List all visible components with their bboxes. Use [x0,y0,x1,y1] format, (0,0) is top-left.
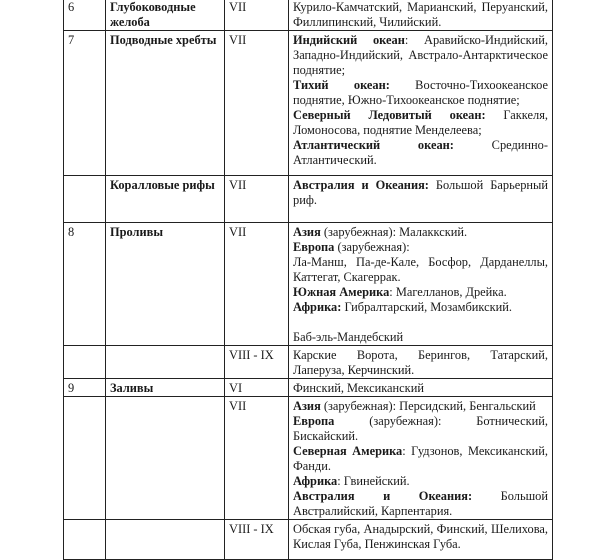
region-items: Финский, Мексиканский [293,381,424,395]
table-row [64,223,553,346]
list-paragraph [293,381,548,396]
object-list [289,397,553,520]
region-items: Восточно-Тихоокеанское поднятие, Южно-Тихоокеанское поднятие; [293,78,548,107]
object-list [289,520,553,560]
row-number: 6 [64,0,106,31]
region-label: Индийский океан [293,33,405,47]
grade: VIII - IX [225,520,289,560]
region-items: Большой Барьерный риф. [293,178,548,207]
object-list [289,176,553,223]
grade: VI [225,379,289,397]
list-paragraph [293,108,548,138]
grade: VII [225,31,289,176]
region-items: : Аравийско-Индийский, Западно-Индийский, Австрало-Антарктическое поднятие; [293,33,549,77]
list-paragraph [293,414,548,444]
list-paragraph [293,33,548,78]
object-type [106,346,225,379]
table-row [64,379,553,397]
region-items: Гаккеля, Ломоносова, поднятие Менделеева; [293,108,549,137]
grade: VII [225,223,289,346]
list-paragraph [293,0,548,30]
grade: VIII - IX [225,346,289,379]
object-list [289,379,553,397]
region-label: Австралия и Океания: [293,178,429,192]
list-paragraph [293,348,548,378]
object-type: Глубоководные желоба [106,0,225,31]
region-items: Баб-эль-Мандебский [293,330,404,344]
list-paragraph [293,330,548,345]
region-items: Обская губа, Анадырский, Финский, Шелихова, Кислая Губа, Пенжинская Губа. [293,522,548,551]
table-row [64,0,553,31]
region-label: Европа [293,240,335,254]
region-label: Южная Америка [293,285,390,299]
list-paragraph [293,78,548,108]
region-items: Ла-Манш, Па-де-Кале, Босфор, Дарданеллы, Каттегат, Скагеррак. [293,255,548,284]
list-paragraph [293,178,548,208]
grade: VII [225,0,289,31]
region-items: Карские Ворота, Берингов, Татарский, Лаперуза, Керчинский. [293,348,548,377]
table-row [64,346,553,379]
region-items: : Магелланов, Дрейка. [389,285,507,299]
region-items: (зарубежная): Ботнический, Бискайский. [293,414,548,443]
list-paragraph [293,444,548,474]
region-label: Европа [293,414,335,428]
object-list [289,346,553,379]
list-paragraph [293,300,548,315]
region-items: Большой Австралийский, Карпентария. [293,489,548,518]
region-items: : Гудзонов, Мексиканский, Фанди. [293,444,548,473]
list-paragraph [293,474,548,489]
object-type [106,397,225,520]
table-row [64,397,553,520]
region-label: Азия [293,399,321,413]
region-label: Северная Америка [293,444,403,458]
region-label: Азия [293,225,321,239]
region-items: Гибралтарский, Мозамбикский. [341,300,512,314]
row-number: 7 [64,31,106,176]
list-paragraph [293,399,548,414]
object-type: Заливы [106,379,225,397]
row-number [64,176,106,223]
region-items: Срединно-Атлантический. [293,138,548,167]
row-number [64,520,106,560]
row-number [64,397,106,520]
grade: VII [225,176,289,223]
region-label: Австралия и Океания: [293,489,473,503]
region-items: Курило-Камчатский, Марианский, Перуанский, Филлипинский, Чилийский. [293,0,548,29]
object-list [289,31,553,176]
list-paragraph [293,225,548,240]
table-row [64,31,553,176]
list-paragraph [293,240,548,255]
grade: VII [225,397,289,520]
row-number: 9 [64,379,106,397]
object-type: Коралловые рифы [106,176,225,223]
region-items: (зарубежная): Малаккский. [320,225,468,239]
table-row [64,520,553,560]
region-label: Тихий океан: [293,78,390,92]
region-label: Африка [293,474,338,488]
list-paragraph [293,522,548,552]
region-label: Атлантический океан: [293,138,454,152]
list-paragraph [293,138,548,168]
geography-objects-table [63,0,553,560]
object-type: Подводные хребты [106,31,225,176]
list-paragraph [293,489,548,519]
region-items: (зарубежная): [334,240,410,254]
list-paragraph [293,315,548,330]
region-label: Северный Ледовитый океан: [293,108,486,122]
object-list [289,223,553,346]
region-label: Африка: [293,300,342,314]
list-paragraph [293,285,548,300]
list-paragraph [293,255,548,285]
region-items: : Гвинейский. [337,474,410,488]
region-items: (зарубежная): Персидский, Бенгальский [320,399,536,413]
object-type: Проливы [106,223,225,346]
object-type [106,520,225,560]
row-number: 8 [64,223,106,346]
table-row [64,176,553,223]
table-body [64,0,553,560]
object-list [289,0,553,31]
row-number [64,346,106,379]
